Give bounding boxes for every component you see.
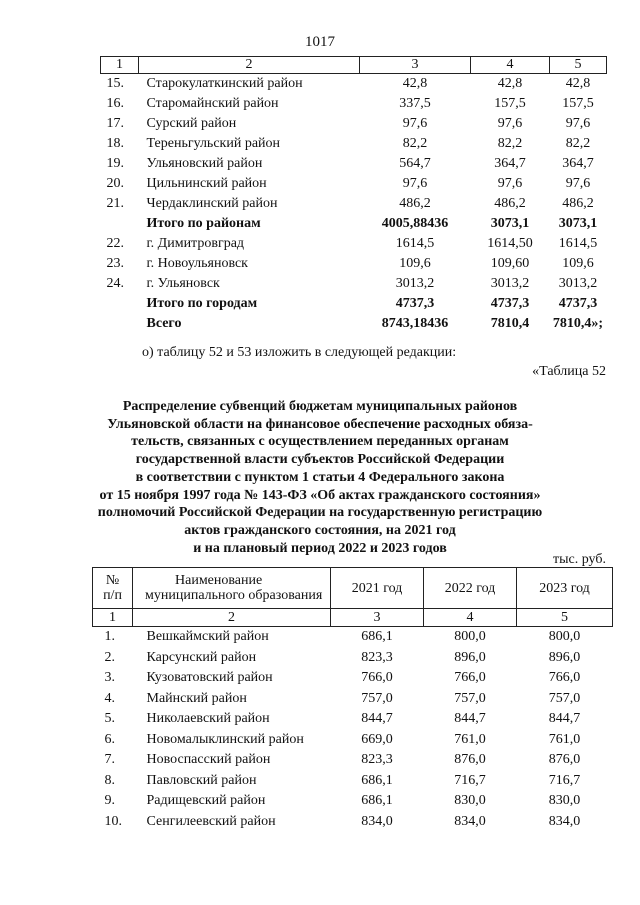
- table-total-row: [101, 314, 607, 334]
- table-row: [101, 254, 607, 274]
- row-number: 21.: [106, 196, 124, 211]
- table-row: [101, 154, 607, 174]
- header-name-line2: муниципального образования: [145, 588, 323, 603]
- header-year-2022: 2022 год: [424, 568, 517, 609]
- row-value-year2: 844,7: [454, 711, 486, 727]
- row-name: Итого по городам: [146, 296, 258, 311]
- table-row: [93, 689, 613, 710]
- table-row: [101, 134, 607, 154]
- row-value-year3: 757,0: [548, 690, 581, 706]
- column-number-header: 3: [331, 609, 424, 627]
- table-row: [101, 94, 607, 114]
- title-line: государственной власти субъектов Российской Федерации: [135, 452, 505, 468]
- row-name: Павловский район: [146, 772, 257, 788]
- column-number-header: 1: [101, 57, 139, 74]
- header-number-line2: п/п: [103, 588, 122, 603]
- unit-label: тыс. руб.: [553, 552, 606, 567]
- row-value-year2: 876,0: [454, 752, 486, 768]
- row-number: 7.: [104, 752, 115, 768]
- table-row: [93, 668, 613, 689]
- table-subheader-row: [93, 609, 613, 627]
- row-number: 22.: [106, 236, 124, 251]
- table-row: [93, 812, 613, 833]
- table-row: [93, 771, 613, 792]
- row-value-year3: 896,0: [548, 649, 581, 665]
- title-line: полномочий Российской Федерации на государственную регистрацию: [97, 505, 543, 521]
- row-number: 9.: [104, 793, 115, 809]
- row-number: 10.: [104, 813, 122, 829]
- table-row: [93, 750, 613, 771]
- row-value-year3: 844,7: [548, 711, 581, 727]
- table-row: [101, 74, 607, 95]
- row-number: 3.: [104, 670, 115, 686]
- row-value-year1: 686,1: [361, 793, 393, 809]
- row-value-year1: 4737,3: [395, 296, 435, 311]
- title-line: Распределение субвенций бюджетам муниципальных районов: [122, 399, 518, 414]
- table-total-row: [101, 214, 607, 234]
- row-value-year2: 486,2: [494, 196, 526, 211]
- column-number-header: 4: [424, 609, 517, 627]
- row-number: 15.: [106, 76, 124, 91]
- table-row: [101, 194, 607, 214]
- row-number: 4.: [104, 690, 115, 706]
- row-value-year2: 896,0: [454, 649, 486, 665]
- row-name: Радищевский район: [146, 793, 266, 809]
- row-number: 6.: [104, 731, 115, 747]
- table-row: [93, 791, 613, 812]
- row-number: 5.: [104, 711, 115, 727]
- row-value-year3: 876,0: [548, 752, 581, 768]
- column-number-header: 1: [93, 609, 133, 627]
- row-name: г. Димитровград: [146, 236, 245, 251]
- column-number-header: 2: [133, 609, 331, 627]
- title-line: и на плановый период 2022 и 2023 годов: [193, 540, 447, 556]
- header-year-2023: 2023 год: [517, 568, 613, 609]
- row-number: 17.: [106, 116, 124, 131]
- table-row: [101, 274, 607, 294]
- title-line: Ульяновской области на финансовое обеспечение расходных обяза-: [107, 416, 533, 432]
- row-value-year1: 42,8: [402, 76, 428, 91]
- row-name: Старокулаткинский район: [146, 76, 303, 91]
- table-row: [101, 114, 607, 134]
- table-header-row: [101, 57, 607, 74]
- row-value-year2: 364,7: [494, 156, 526, 171]
- row-name: г. Ульяновск: [146, 276, 220, 291]
- row-value-year2: 109,60: [490, 256, 530, 271]
- row-value-year2: 4737,3: [490, 296, 530, 311]
- column-number-header: 5: [517, 609, 613, 627]
- row-value-year1: 757,0: [361, 690, 393, 706]
- row-value-year2: 761,0: [454, 731, 486, 747]
- row-name: Карсунский район: [146, 649, 257, 665]
- row-value-year2: 3013,2: [490, 276, 530, 291]
- row-value-year1: 4005,88436: [381, 216, 449, 231]
- row-value-year2: 757,0: [454, 690, 486, 706]
- row-value-year1: 669,0: [361, 731, 393, 747]
- row-value-year1: 8743,18436: [381, 316, 449, 331]
- row-value-year3: 834,0: [548, 813, 581, 829]
- row-value-year3: 830,0: [548, 793, 581, 809]
- row-value-year3: 3013,2: [558, 276, 598, 291]
- row-value-year1: 82,2: [402, 136, 428, 151]
- row-number: 2.: [104, 649, 115, 665]
- row-value-year3: 4737,3: [558, 296, 598, 311]
- row-value-year1: 686,1: [361, 629, 393, 645]
- row-value-year2: 97,6: [497, 116, 523, 131]
- row-value-year2: 1614,50: [487, 236, 533, 251]
- table-row: [93, 648, 613, 669]
- title-line: от 15 ноября 1997 года № 143-ФЗ «Об актах гражданского состояния»: [99, 487, 541, 503]
- row-name: Сурский район: [146, 116, 237, 131]
- column-number-header: 2: [139, 57, 360, 74]
- row-value-year2: 716,7: [454, 772, 486, 788]
- header-name: [133, 568, 331, 609]
- column-number-header: 4: [471, 57, 550, 74]
- row-value-year2: 3073,1: [490, 216, 530, 231]
- row-name: Ульяновский район: [146, 156, 263, 171]
- row-value-year2: 82,2: [497, 136, 523, 151]
- row-number: 16.: [106, 96, 124, 111]
- row-number: 8.: [104, 772, 115, 788]
- row-name: Цильнинский район: [146, 176, 267, 191]
- row-name: Сенгилеевский район: [146, 813, 276, 829]
- table-title: [60, 398, 580, 557]
- title-line: актов гражданского состояния, на 2021 год: [184, 522, 456, 538]
- row-number: 20.: [106, 176, 124, 191]
- row-value-year1: 109,6: [399, 256, 431, 271]
- row-number: [101, 214, 139, 234]
- table-row: [101, 234, 607, 254]
- row-value-year1: 844,7: [361, 711, 393, 727]
- row-name: Вешкаймский район: [146, 629, 269, 645]
- table-header-row: [93, 568, 613, 609]
- row-value-year3: 364,7: [562, 156, 594, 171]
- header-year-2021: 2021 год: [331, 568, 424, 609]
- header-number: [93, 568, 133, 609]
- row-value-year1: 766,0: [361, 670, 393, 686]
- table-total-row: [101, 294, 607, 314]
- row-number: 23.: [106, 256, 124, 271]
- row-number: 19.: [106, 156, 124, 171]
- row-name: Новомалыклинский район: [146, 731, 304, 747]
- row-value-year2: 157,5: [494, 96, 526, 111]
- row-value-year1: 823,3: [361, 649, 393, 665]
- row-number: [101, 294, 139, 314]
- row-value-year3: 42,8: [565, 76, 591, 91]
- row-name: Майнский район: [146, 690, 247, 706]
- amendment-text: о) таблицу 52 и 53 изложить в следующей редакции:: [142, 345, 457, 360]
- row-value-year2: 7810,4: [490, 316, 530, 331]
- row-value-year3: 97,6: [565, 176, 591, 191]
- row-name: Всего: [146, 316, 182, 331]
- title-line: в соответствии с пунктом 1 статьи 4 Федерального закона: [135, 469, 505, 485]
- row-value-year3: 486,2: [562, 196, 594, 211]
- row-value-year1: 97,6: [402, 116, 428, 131]
- row-value-year2: 97,6: [497, 176, 523, 191]
- row-name: Итого по районам: [146, 216, 261, 231]
- table-row: [93, 709, 613, 730]
- row-value-year1: 3013,2: [395, 276, 435, 291]
- row-value-year1: 823,3: [361, 752, 393, 768]
- row-value-year3: 109,6: [562, 256, 594, 271]
- page-number: 1017: [305, 34, 335, 50]
- row-name: Кузоватовский район: [146, 670, 273, 686]
- row-value-year2: 800,0: [454, 629, 486, 645]
- column-number-header: 5: [550, 57, 607, 74]
- header-name-line1: Наименование: [175, 573, 263, 588]
- row-number: [101, 314, 139, 334]
- row-value-year1: 337,5: [399, 96, 431, 111]
- table-row: [101, 174, 607, 194]
- row-name: Николаевский район: [146, 711, 270, 727]
- row-name: г. Новоульяновск: [146, 256, 248, 271]
- row-number: 1.: [104, 629, 115, 645]
- row-value-year3: 716,7: [548, 772, 581, 788]
- row-value-year1: 97,6: [402, 176, 428, 191]
- table-row: [93, 730, 613, 751]
- row-value-year3: 97,6: [565, 116, 591, 131]
- row-value-year3: 766,0: [548, 670, 581, 686]
- row-value-year3: 1614,5: [558, 236, 598, 251]
- row-number: 18.: [106, 136, 124, 151]
- row-value-year2: 834,0: [454, 813, 486, 829]
- row-value-year1: 486,2: [399, 196, 431, 211]
- row-value-year3: 7810,4»;: [552, 316, 604, 331]
- table-row: [93, 627, 613, 648]
- column-number-header: 3: [360, 57, 471, 74]
- row-value-year1: 834,0: [361, 813, 393, 829]
- row-number: 24.: [106, 276, 124, 291]
- row-value-year2: 766,0: [454, 670, 486, 686]
- row-value-year2: 42,8: [497, 76, 523, 91]
- row-name: Тереньгульский район: [146, 136, 281, 151]
- row-value-year3: 82,2: [565, 136, 591, 151]
- subsidy-table-52: [92, 567, 613, 832]
- row-name: Новоспасский район: [146, 752, 271, 768]
- row-value-year1: 686,1: [361, 772, 393, 788]
- row-value-year1: 1614,5: [395, 236, 435, 251]
- row-value-year3: 800,0: [548, 629, 581, 645]
- row-value-year2: 830,0: [454, 793, 486, 809]
- row-value-year3: 157,5: [562, 96, 594, 111]
- row-name: Старомайнский район: [146, 96, 279, 111]
- header-number-line1: №: [105, 573, 120, 588]
- table-label: «Таблица 52: [532, 364, 606, 379]
- title-line: тельств, связанных с осуществлением переданных органам: [131, 434, 509, 450]
- row-value-year3: 3073,1: [558, 216, 598, 231]
- row-name: Чердаклинский район: [146, 196, 278, 211]
- row-value-year1: 564,7: [399, 156, 431, 171]
- row-value-year3: 761,0: [548, 731, 581, 747]
- subsidy-table-continuation: [100, 56, 607, 334]
